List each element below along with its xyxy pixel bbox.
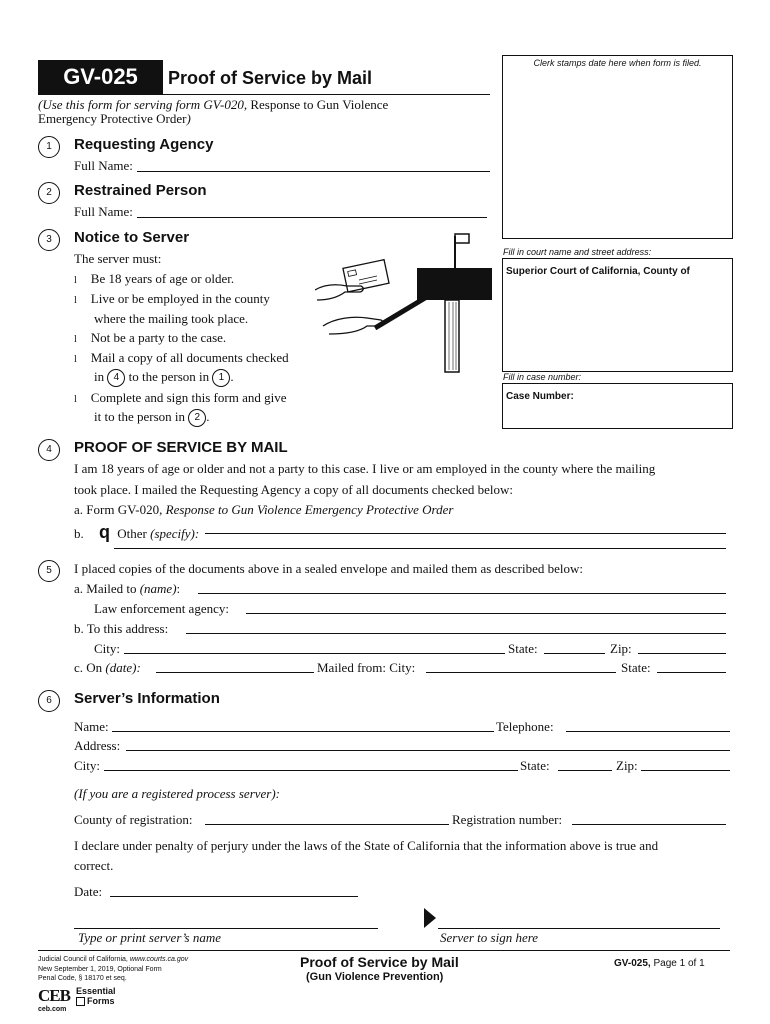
date-label: Date: [74,884,103,899]
server-signature-caption: Server to sign here [440,930,539,945]
court-name-box[interactable] [502,258,733,372]
section-5-number: 5 [38,560,60,582]
zip-field[interactable] [638,653,726,654]
registration-number-label: Registration number: [452,812,563,827]
server-signature-field[interactable] [438,928,720,929]
mailing-date-label: c. On (date): [74,660,141,675]
server-telephone-field[interactable] [566,731,730,732]
section-4-number: 4 [38,439,60,461]
server-zip-field[interactable] [641,770,730,771]
registered-server-note: (If you are a registered process server): [74,786,281,801]
county-registration-label: County of registration: [74,812,193,827]
form-id-badge: GV-025 [38,60,163,94]
mailed-from-city-label: Mailed from: City: [317,660,416,675]
server-rule-sign-cont: it to the person in 2 . [94,409,210,427]
footer-page: GV-025, Page 1 of 1 [614,958,705,969]
ceb-mark: CEB [38,986,70,1005]
server-rule-mail-cont: in 4 to the person in 1 . [94,369,234,387]
server-state-field[interactable] [558,770,612,771]
server-rule-county-cont: where the mailing took place. [94,311,249,326]
case-number-label: Fill in case number: [503,372,582,382]
mailbox-illustration [315,228,495,373]
other-specify-field[interactable] [205,533,726,534]
zip-label: Zip: [610,641,632,656]
mailed-from-state-label: State: [621,660,651,675]
section-4-title: PROOF OF SERVICE BY MAIL [74,439,288,456]
server-must-intro: The server must: [74,251,162,266]
to-address-label: b. To this address: [74,621,169,636]
state-field[interactable] [544,653,605,654]
footer-title: Proof of Service by Mail [300,954,459,970]
server-telephone-label: Telephone: [496,719,554,734]
case-number-text: Case Number: [506,391,574,402]
law-enforcement-label: Law enforcement agency: [94,601,229,616]
requesting-agency-name-label: Full Name: [74,158,133,173]
section-6-title: Server’s Information [74,690,220,707]
section-2-title: Restrained Person [74,182,207,199]
footer-rule [38,950,730,951]
server-city-field[interactable] [104,770,518,771]
mailed-from-state-field[interactable] [657,672,726,673]
header-rule [38,94,490,95]
section-2-number: 2 [38,182,60,204]
sign-arrow-icon [424,908,436,928]
clerk-stamp-box [502,55,733,239]
item-a-form-gv020: a. Form GV-020, Response to Gun Violence Emergency Protective Order [74,502,454,517]
print-name-caption: Type or print server’s name [78,930,221,945]
server-state-label: State: [520,758,550,773]
state-label: State: [508,641,538,656]
ceb-url: ceb.com [38,1006,67,1013]
section-6-number: 6 [38,690,60,712]
to-address-field[interactable] [186,633,726,634]
mailing-date-field[interactable] [156,672,314,673]
requesting-agency-name-field[interactable] [137,171,490,172]
server-rule-mail: l Mail a copy of all documents checked [74,350,289,365]
court-name-text: Superior Court of California, County of [506,266,690,277]
section-3-number: 3 [38,229,60,251]
registration-number-field[interactable] [572,824,726,825]
server-address-label: Address: [74,738,121,753]
print-name-field[interactable] [74,928,378,929]
ref-section-4: 4 [107,369,125,387]
footer-subtitle: (Gun Violence Prevention) [306,971,444,983]
city-label: City: [94,641,121,656]
mailed-from-city-field[interactable] [426,672,616,673]
ceb-logo [38,986,70,1013]
court-name-label: Fill in court name and street address: [503,247,652,257]
ref-section-2: 2 [188,409,206,427]
perjury-declaration-cont: correct. [74,858,114,873]
server-rule-age: l Be 18 years of age or older. [74,271,235,286]
section-1-number: 1 [38,136,60,158]
form-instructions: (Use this form for serving form GV-020, Response to Gun Violence Emergency Protective Order) [38,97,389,126]
mailed-to-label: a. Mailed to (name): [74,581,181,596]
server-rule-county: l Live or be employed in the county [74,291,270,306]
footer-legal: Judicial Council of California, www.courts.ca.gov New September 1, 2019, Optional Form Penal Code, § 18170 et seq. [38,956,189,982]
law-enforcement-field[interactable] [246,613,726,614]
page-title: Proof of Service by Mail [168,68,373,88]
section-1-title: Requesting Agency [74,136,214,153]
server-rule-not-party: l Not be a party to the case. [74,330,227,345]
server-address-field[interactable] [126,750,730,751]
restrained-person-name-field[interactable] [137,217,487,218]
server-rule-sign: l Complete and sign this form and give [74,390,287,405]
other-specify-field-2[interactable] [114,548,726,549]
other-checkbox[interactable]: q [99,522,110,542]
section-4-para-2: took place. I mailed the Requesting Agency a copy of all documents checked below: [74,482,513,497]
item-b-other: b. q Other (specify): [74,522,200,542]
ref-section-1: 1 [212,369,230,387]
mailed-to-name-field[interactable] [198,593,726,594]
section-3-title: Notice to Server [74,229,190,246]
date-field[interactable] [110,896,358,897]
section-5-para: I placed copies of the documents above in a sealed envelope and mailed them as described below: [74,561,583,576]
server-zip-label: Zip: [616,758,638,773]
perjury-declaration: I declare under penalty of perjury under the laws of the State of California that the information above is true and [74,838,659,853]
city-field[interactable] [124,653,505,654]
case-number-box[interactable] [502,383,733,429]
clerk-stamp-label: Clerk stamps date here when form is filed. [533,58,702,68]
essential-forms-logo: Essential Forms [76,986,116,1006]
server-city-label: City: [74,758,101,773]
section-4-para-1: I am 18 years of age or older and not a party to this case. I live or am employed in the county where the mailing [74,461,656,476]
server-name-field[interactable] [112,731,494,732]
server-name-label: Name: [74,719,109,734]
restrained-person-name-label: Full Name: [74,204,133,219]
county-registration-field[interactable] [205,824,449,825]
